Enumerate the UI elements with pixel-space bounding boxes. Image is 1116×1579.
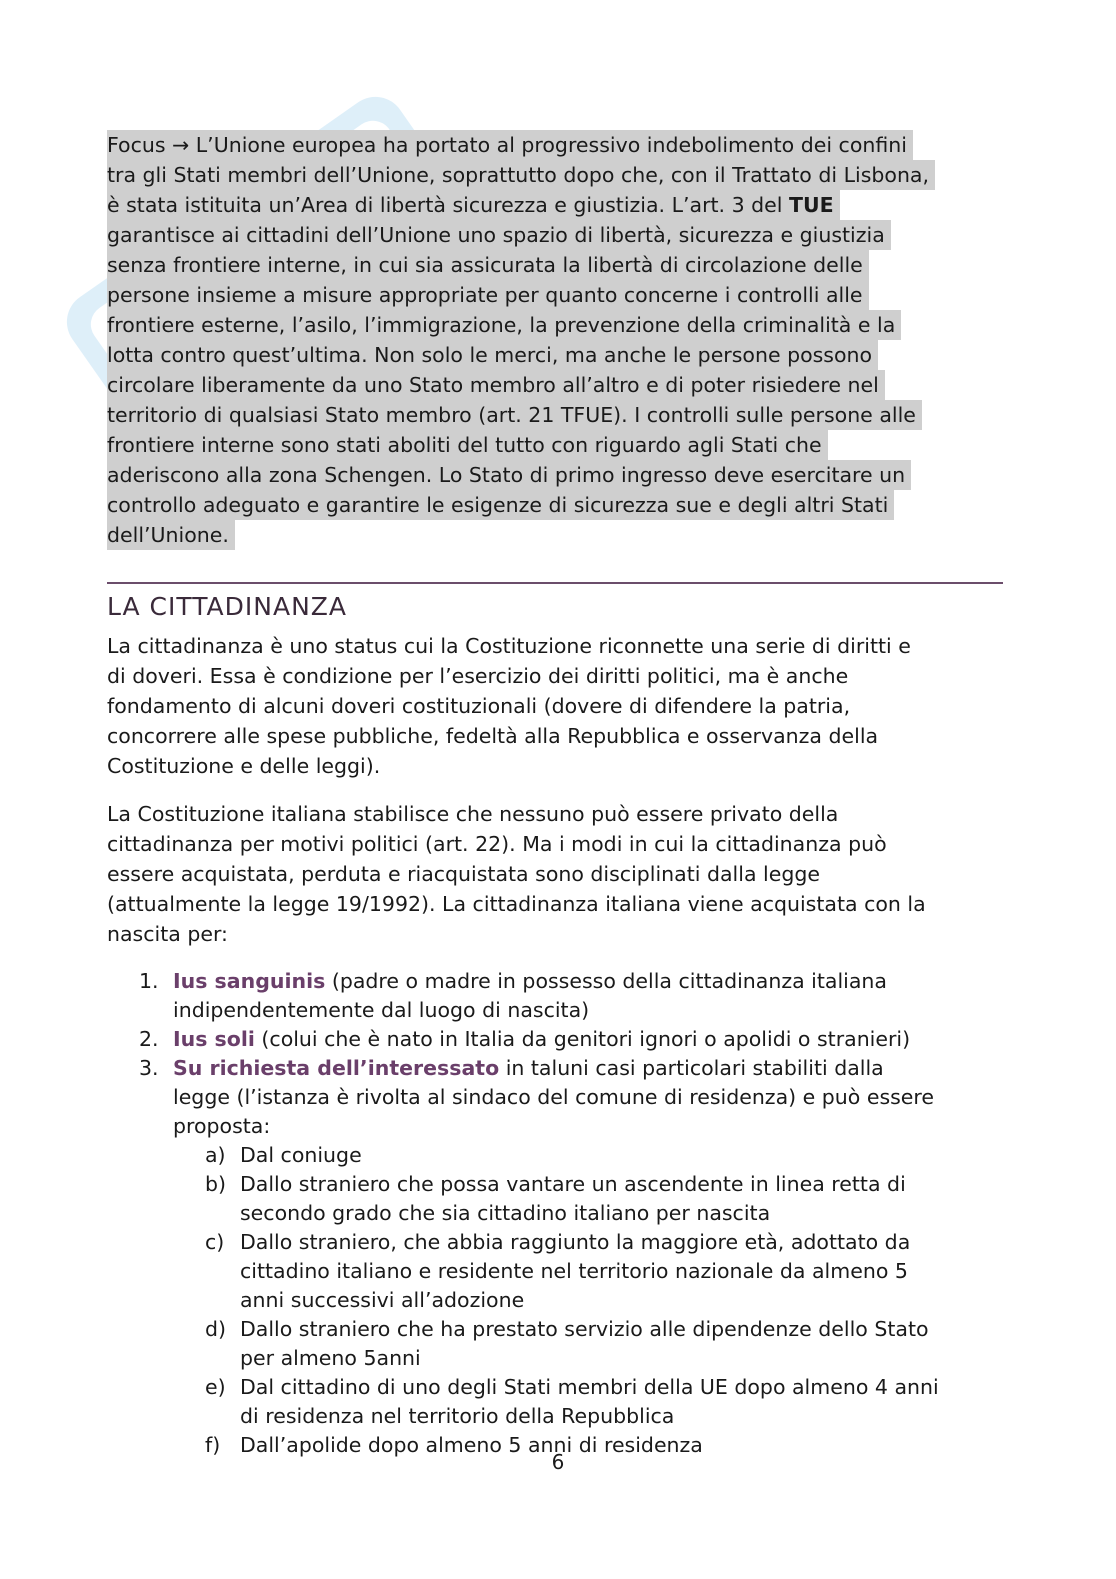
focus-line: lotta contro quest’ultima. Non solo le merci, ma anche le persone possono <box>107 340 878 370</box>
sublist-item <box>173 1228 1003 1315</box>
list-text: (colui che è nato in Italia da genitori ignori o apolidi o stranieri) <box>254 1027 911 1051</box>
list-text: proposta: <box>173 1114 271 1138</box>
sublist-item <box>173 1315 1003 1373</box>
focus-line: garantisce ai cittadini dell’Unione uno spazio di libertà, sicurezza e giustizia <box>107 220 891 250</box>
sublist-text: di residenza nel territorio della Repubblica <box>240 1404 675 1428</box>
list-text: indipendentemente dal luogo di nascita) <box>173 998 590 1022</box>
paragraph-line: Costituzione e delle leggi). <box>107 754 381 778</box>
sublist-text: cittadino italiano e residente nel territorio nazionale da almeno 5 <box>240 1259 908 1283</box>
focus-line: dell’Unione. <box>107 520 235 550</box>
tue-bold: TUE <box>788 193 834 217</box>
focus-line <box>107 190 840 220</box>
sublist-text: Dal coniuge <box>240 1143 362 1167</box>
list-item <box>107 967 1003 1025</box>
focus-line: senza frontiere interne, in cui sia assicurata la libertà di circolazione delle <box>107 250 869 280</box>
focus-line: territorio di qualsiasi Stato membro (art. 21 TFUE). I controlli sulle persone alle <box>107 400 922 430</box>
paragraph-costituzione <box>107 799 1003 949</box>
page-number: 6 <box>551 1450 565 1474</box>
paragraph-line: di doveri. Essa è condizione per l’esercizio dei diritti politici, ma è anche <box>107 664 849 688</box>
paragraph-definition <box>107 631 1003 781</box>
section-divider <box>107 582 1003 584</box>
paragraph-line: La Costituzione italiana stabilisce che nessuno può essere privato della <box>107 802 839 826</box>
paragraph-line: cittadinanza per motivi politici (art. 22). Ma i modi in cui la cittadinanza può <box>107 832 887 856</box>
list-item <box>107 1054 1003 1460</box>
sublist <box>107 1141 1003 1460</box>
list-text: legge (l’istanza è rivolta al sindaco del comune di residenza) e può essere <box>173 1085 935 1109</box>
focus-line: circolare liberamente da uno Stato membro all’altro e di poter risiedere nel <box>107 370 885 400</box>
sublist-text: Dal cittadino di uno degli Stati membri della UE dopo almeno 4 anni <box>240 1375 939 1399</box>
focus-line: persone insieme a misure appropriate per quanto concerne i controlli alle <box>107 280 869 310</box>
sublist-letter: f) <box>205 1433 221 1457</box>
sublist-item <box>173 1141 1003 1170</box>
focus-line: tra gli Stati membri dell’Unione, soprattutto dopo che, con il Trattato di Lisbona, <box>107 160 935 190</box>
list-text: in taluni casi particolari stabiliti dalla <box>499 1056 884 1080</box>
paragraph-line: essere acquistata, perduta e riacquistata sono disciplinati dalla legge <box>107 862 820 886</box>
focus-line: controllo adeguato e garantire le esigenze di sicurezza sue e degli altri Stati <box>107 490 894 520</box>
focus-line: frontiere interne sono stati aboliti del tutto con riguardo agli Stati che <box>107 430 828 460</box>
paragraph-line: (attualmente la legge 19/1992). La cittadinanza italiana viene acquistata con la <box>107 892 926 916</box>
sublist-text: Dallo straniero che possa vantare un ascendente in linea retta di <box>240 1172 906 1196</box>
sublist-item <box>173 1373 1003 1431</box>
focus-line: frontiere esterne, l’asilo, l’immigrazione, la prevenzione della criminalità e la <box>107 310 901 340</box>
sublist-text: anni successivi all’adozione <box>240 1288 525 1312</box>
focus-box <box>107 130 1003 550</box>
sublist-letter: e) <box>205 1375 226 1399</box>
sublist-letter: a) <box>205 1143 226 1167</box>
focus-line-text: è stata istituita un’Area di libertà sicurezza e giustizia. L’art. 3 del <box>107 193 789 217</box>
sublist-letter: b) <box>205 1172 227 1196</box>
sublist-text: per almeno 5anni <box>240 1346 421 1370</box>
list-number: 2. <box>139 1027 159 1051</box>
list-text: (padre o madre in possesso della cittadinanza italiana <box>325 969 887 993</box>
list-number: 3. <box>139 1056 159 1080</box>
paragraph-line: La cittadinanza è uno status cui la Costituzione riconnette una serie di diritti e <box>107 634 911 658</box>
sublist-text: Dallo straniero, che abbia raggiunto la maggiore età, adottato da <box>240 1230 911 1254</box>
sublist-letter: d) <box>205 1317 227 1341</box>
paragraph-line: nascita per: <box>107 922 228 946</box>
page-content <box>107 130 1003 1460</box>
focus-line: Focus → L’Unione europea ha portato al progressivo indebolimento dei confini <box>107 130 913 160</box>
list-term: Ius sanguinis <box>173 969 326 993</box>
paragraph-line: fondamento di alcuni doveri costituzionali (dovere di difendere la patria, <box>107 694 851 718</box>
list-term: Ius soli <box>173 1027 255 1051</box>
sublist-text: Dall’apolide dopo almeno 5 anni di residenza <box>240 1433 703 1457</box>
list-item <box>107 1025 1003 1054</box>
sublist-item <box>173 1170 1003 1228</box>
sublist-text: secondo grado che sia cittadino italiano per nascita <box>240 1201 771 1225</box>
paragraph-line: concorrere alle spese pubbliche, fedeltà alla Repubblica e osservanza della <box>107 724 879 748</box>
acquisition-list <box>107 967 1003 1460</box>
section-heading: LA CITTADINANZA <box>107 592 347 621</box>
sublist-letter: c) <box>205 1230 225 1254</box>
list-number: 1. <box>139 969 159 993</box>
sublist-text: Dallo straniero che ha prestato servizio alle dipendenze dello Stato <box>240 1317 929 1341</box>
list-term: Su richiesta dell’interessato <box>173 1056 500 1080</box>
focus-line: aderiscono alla zona Schengen. Lo Stato di primo ingresso deve esercitare un <box>107 460 911 490</box>
